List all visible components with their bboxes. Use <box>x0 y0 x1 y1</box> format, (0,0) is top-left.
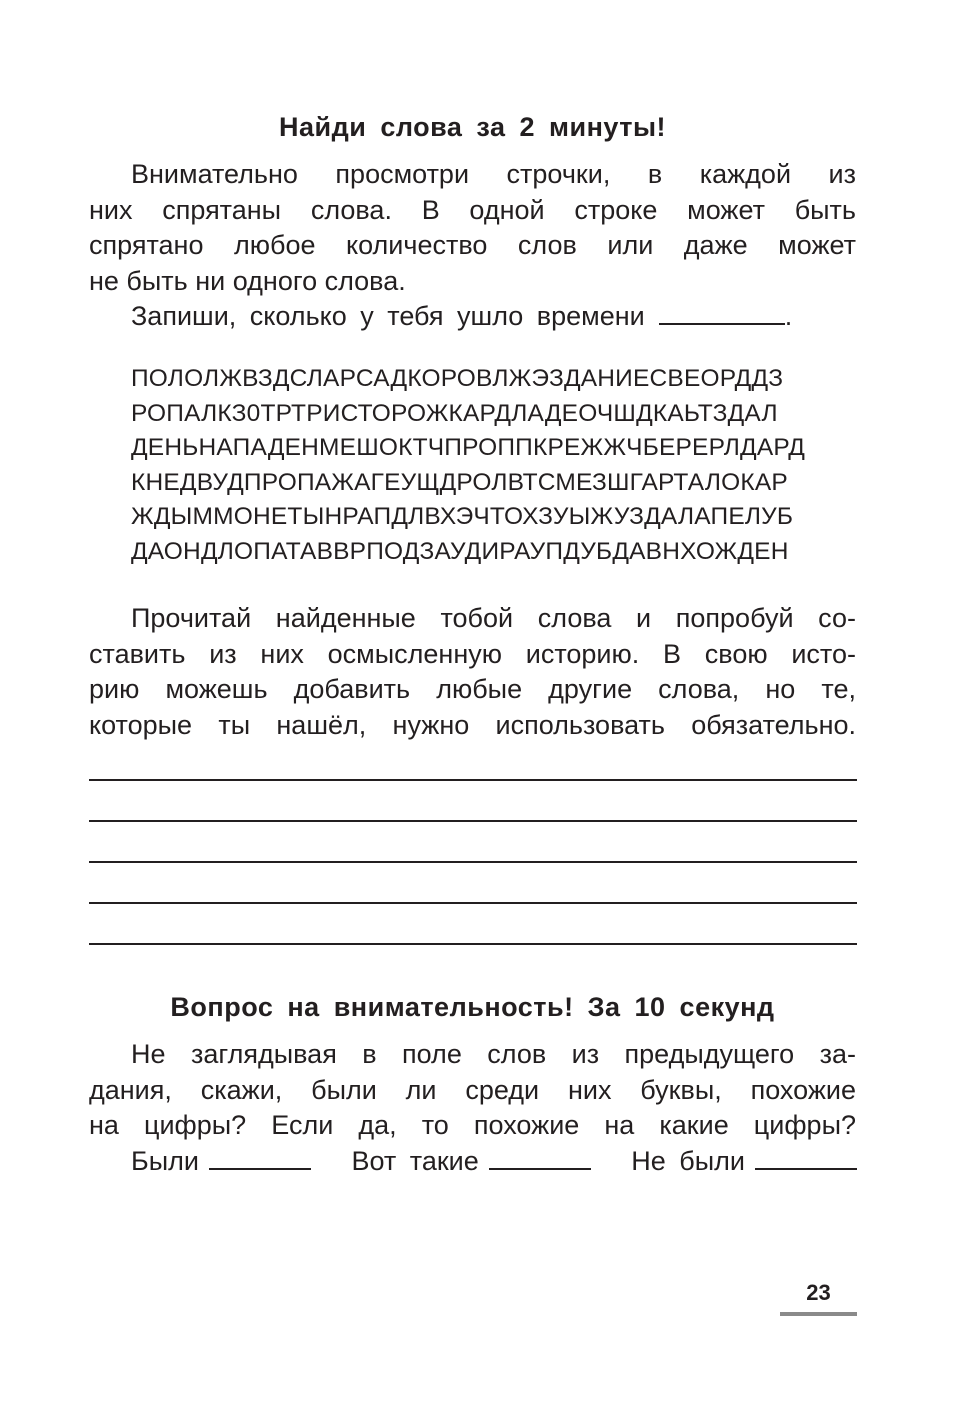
instruction-line: Внимательно просмотри строчки, в каждой из <box>131 159 856 189</box>
page-number: 23 <box>780 1280 857 1316</box>
writing-line[interactable] <box>89 740 857 781</box>
time-prompt-period: . <box>784 301 793 331</box>
instruction-line: спрятано любое количество слов или даже может <box>89 230 856 260</box>
answer-were-label: Были <box>131 1146 199 1176</box>
answer-these-blank[interactable] <box>489 1146 591 1170</box>
letter-grid-row: ПОЛОЛЖВЗДСЛАРСАДКОРОВЛЖЭЗДАНИЕСВЕОРДДЗ <box>131 365 784 392</box>
time-answer-blank[interactable] <box>659 301 785 325</box>
letter-grid-row: ЖДЫММОНЕТЫНРАПДЛВХЭЧТОХЗУЫЖУЗДАЛАПЕЛУБ <box>131 503 794 530</box>
letter-grid-row: ДЕНЬНАПАДЕНМЕШОКТЧПРОППКРЕЖЖЧБЕРЕРЛДАРД <box>131 434 806 461</box>
story-line: которые ты нашёл, нужно использовать обязательно. <box>89 709 856 740</box>
writing-line[interactable] <box>89 904 857 945</box>
writing-line[interactable] <box>89 822 857 863</box>
letter-grid <box>131 362 857 569</box>
story-line: Прочитай найденные тобой слова и попробуй со- <box>131 603 856 633</box>
time-prompt-label: Запиши, сколько у тебя ушло времени <box>131 301 645 331</box>
section2-question <box>89 1037 856 1144</box>
answer-not-label: Не были <box>631 1146 745 1176</box>
instruction-line: не быть ни одного слова. <box>89 265 406 296</box>
question-line: дания, скажи, были ли среди них буквы, похожие <box>89 1074 856 1105</box>
answer-row <box>131 1144 857 1180</box>
letter-grid-row: КНЕДВУДПРОПАЖАГЕУЩДРОЛВТСМЕЗШГАРТАЛОКАР <box>131 468 788 496</box>
question-line: на цифры? Если да, то похожие на какие цифры? <box>89 1110 856 1140</box>
answer-not-blank[interactable] <box>755 1146 857 1170</box>
writing-line[interactable] <box>89 863 857 904</box>
letter-grid-row: ДАОНДЛОПАТАВВРПОДЗАУДИРАУПДУБДАВНХОЖДЕН <box>131 537 789 565</box>
story-line: рию можешь добавить любые другие слова, но те, <box>89 674 856 704</box>
question-line: Не заглядывая в поле слов из предыдущего за- <box>131 1039 856 1069</box>
writing-line[interactable] <box>89 781 857 822</box>
answer-were-blank[interactable] <box>209 1146 311 1170</box>
letter-grid-row: РОПАЛКЗ0ТРТРИСТОРОЖКАРДЛАДЕОЧШДКАЬТЗДАЛ <box>131 399 778 427</box>
time-prompt-row <box>89 299 856 335</box>
section1-title: Найди слова за 2 минуты! <box>278 112 666 142</box>
section2-title: Вопрос на внимательность! За 10 секунд <box>170 992 775 1022</box>
story-writing-area <box>89 740 857 945</box>
answer-these-label: Вот такие <box>351 1146 479 1176</box>
story-task-text <box>89 601 856 743</box>
instruction-line: них спрятаны слова. В одной строке может быть <box>89 194 856 225</box>
section1-instructions <box>89 157 856 299</box>
story-line: ставить из них осмысленную историю. В свою исто- <box>89 638 856 669</box>
